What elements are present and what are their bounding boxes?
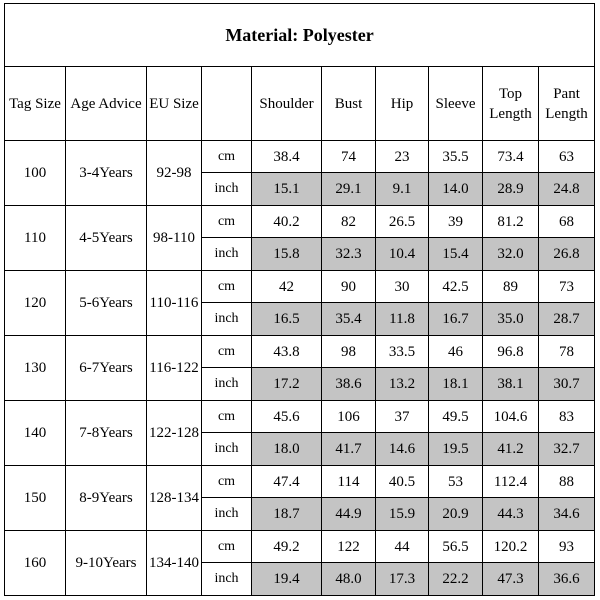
- sleeve-cm-value: 49.5: [429, 401, 483, 433]
- unit-label-cm: cm: [202, 336, 252, 368]
- bust-inch-value: 38.6: [322, 368, 376, 401]
- pant-length-inch-value: 34.6: [539, 498, 595, 531]
- size-140-cm-row: [5, 401, 595, 433]
- eu-size-cell: 92-98: [147, 141, 202, 206]
- age-advice-cell: 5-6Years: [66, 271, 147, 336]
- top-length-inch-value: 28.9: [483, 173, 539, 206]
- age-advice-cell: 7-8Years: [66, 401, 147, 466]
- bust-inch-value: 29.1: [322, 173, 376, 206]
- shoulder-cm-value: 45.6: [252, 401, 322, 433]
- shoulder-inch-value: 15.8: [252, 238, 322, 271]
- sleeve-cm-value: 46: [429, 336, 483, 368]
- hip-cm-value: 30: [376, 271, 429, 303]
- shoulder-inch-value: 19.4: [252, 563, 322, 596]
- sleeve-inch-value: 20.9: [429, 498, 483, 531]
- age-advice-cell: 3-4Years: [66, 141, 147, 206]
- top-length-cm-value: 96.8: [483, 336, 539, 368]
- header-hip: Hip: [376, 67, 429, 141]
- age-advice-cell: 6-7Years: [66, 336, 147, 401]
- size-120-cm-row: [5, 271, 595, 303]
- top-length-inch-value: 47.3: [483, 563, 539, 596]
- tag-size-cell: 140: [5, 401, 66, 466]
- size-160-cm-row: [5, 531, 595, 563]
- size-150-cm-row: [5, 466, 595, 498]
- chart-title: Material: Polyester: [5, 4, 595, 67]
- eu-size-cell: 128-134: [147, 466, 202, 531]
- pant-length-inch-value: 26.8: [539, 238, 595, 271]
- header-eu-size: EU Size: [147, 67, 202, 141]
- sleeve-inch-value: 15.4: [429, 238, 483, 271]
- pant-length-cm-value: 73: [539, 271, 595, 303]
- eu-size-cell: 98-110: [147, 206, 202, 271]
- top-length-inch-value: 41.2: [483, 433, 539, 466]
- shoulder-inch-value: 15.1: [252, 173, 322, 206]
- bust-inch-value: 35.4: [322, 303, 376, 336]
- eu-size-cell: 110-116: [147, 271, 202, 336]
- bust-inch-value: 48.0: [322, 563, 376, 596]
- hip-inch-value: 15.9: [376, 498, 429, 531]
- eu-size-cell: 116-122: [147, 336, 202, 401]
- unit-label-inch: inch: [202, 238, 252, 271]
- bust-inch-value: 44.9: [322, 498, 376, 531]
- top-length-inch-value: 44.3: [483, 498, 539, 531]
- hip-cm-value: 44: [376, 531, 429, 563]
- sleeve-cm-value: 56.5: [429, 531, 483, 563]
- hip-cm-value: 33.5: [376, 336, 429, 368]
- unit-label-cm: cm: [202, 206, 252, 238]
- shoulder-cm-value: 43.8: [252, 336, 322, 368]
- tag-size-cell: 130: [5, 336, 66, 401]
- hip-inch-value: 11.8: [376, 303, 429, 336]
- pant-length-cm-value: 68: [539, 206, 595, 238]
- header-unit: [202, 67, 252, 141]
- sleeve-inch-value: 22.2: [429, 563, 483, 596]
- shoulder-cm-value: 38.4: [252, 141, 322, 173]
- top-length-cm-value: 89: [483, 271, 539, 303]
- hip-inch-value: 9.1: [376, 173, 429, 206]
- sleeve-inch-value: 19.5: [429, 433, 483, 466]
- shoulder-cm-value: 40.2: [252, 206, 322, 238]
- unit-label-cm: cm: [202, 466, 252, 498]
- shoulder-cm-value: 47.4: [252, 466, 322, 498]
- bust-cm-value: 98: [322, 336, 376, 368]
- unit-label-inch: inch: [202, 303, 252, 336]
- sleeve-inch-value: 16.7: [429, 303, 483, 336]
- age-advice-cell: 8-9Years: [66, 466, 147, 531]
- unit-label-inch: inch: [202, 368, 252, 401]
- shoulder-cm-value: 42: [252, 271, 322, 303]
- unit-label-cm: cm: [202, 141, 252, 173]
- hip-inch-value: 13.2: [376, 368, 429, 401]
- bust-cm-value: 82: [322, 206, 376, 238]
- tag-size-cell: 160: [5, 531, 66, 596]
- tag-size-cell: 150: [5, 466, 66, 531]
- hip-inch-value: 17.3: [376, 563, 429, 596]
- bust-cm-value: 114: [322, 466, 376, 498]
- header-top-length: Top Length: [483, 67, 539, 141]
- unit-label-inch: inch: [202, 498, 252, 531]
- header-row: [5, 67, 595, 141]
- size-chart-table: [4, 3, 595, 596]
- tag-size-cell: 120: [5, 271, 66, 336]
- pant-length-cm-value: 78: [539, 336, 595, 368]
- sleeve-inch-value: 14.0: [429, 173, 483, 206]
- sleeve-cm-value: 35.5: [429, 141, 483, 173]
- pant-length-cm-value: 83: [539, 401, 595, 433]
- unit-label-inch: inch: [202, 433, 252, 466]
- header-bust: Bust: [322, 67, 376, 141]
- bust-cm-value: 122: [322, 531, 376, 563]
- unit-label-inch: inch: [202, 173, 252, 206]
- shoulder-inch-value: 16.5: [252, 303, 322, 336]
- eu-size-cell: 122-128: [147, 401, 202, 466]
- shoulder-inch-value: 18.0: [252, 433, 322, 466]
- pant-length-cm-value: 63: [539, 141, 595, 173]
- sleeve-inch-value: 18.1: [429, 368, 483, 401]
- age-advice-cell: 9-10Years: [66, 531, 147, 596]
- pant-length-cm-value: 93: [539, 531, 595, 563]
- hip-cm-value: 37: [376, 401, 429, 433]
- tag-size-cell: 100: [5, 141, 66, 206]
- top-length-cm-value: 73.4: [483, 141, 539, 173]
- bust-cm-value: 90: [322, 271, 376, 303]
- tag-size-cell: 110: [5, 206, 66, 271]
- hip-inch-value: 14.6: [376, 433, 429, 466]
- top-length-cm-value: 112.4: [483, 466, 539, 498]
- sleeve-cm-value: 53: [429, 466, 483, 498]
- hip-cm-value: 26.5: [376, 206, 429, 238]
- bust-inch-value: 32.3: [322, 238, 376, 271]
- pant-length-cm-value: 88: [539, 466, 595, 498]
- bust-inch-value: 41.7: [322, 433, 376, 466]
- shoulder-inch-value: 17.2: [252, 368, 322, 401]
- pant-length-inch-value: 28.7: [539, 303, 595, 336]
- top-length-inch-value: 38.1: [483, 368, 539, 401]
- top-length-inch-value: 32.0: [483, 238, 539, 271]
- header-pant-length: Pant Length: [539, 67, 595, 141]
- title-row: [5, 4, 595, 67]
- unit-label-cm: cm: [202, 271, 252, 303]
- header-tag-size: Tag Size: [5, 67, 66, 141]
- pant-length-inch-value: 36.6: [539, 563, 595, 596]
- unit-label-cm: cm: [202, 531, 252, 563]
- bust-cm-value: 106: [322, 401, 376, 433]
- age-advice-cell: 4-5Years: [66, 206, 147, 271]
- size-100-cm-row: [5, 141, 595, 173]
- header-age-advice: Age Advice: [66, 67, 147, 141]
- shoulder-cm-value: 49.2: [252, 531, 322, 563]
- hip-inch-value: 10.4: [376, 238, 429, 271]
- header-sleeve: Sleeve: [429, 67, 483, 141]
- top-length-cm-value: 81.2: [483, 206, 539, 238]
- header-shoulder: Shoulder: [252, 67, 322, 141]
- pant-length-inch-value: 32.7: [539, 433, 595, 466]
- pant-length-inch-value: 24.8: [539, 173, 595, 206]
- top-length-inch-value: 35.0: [483, 303, 539, 336]
- top-length-cm-value: 104.6: [483, 401, 539, 433]
- size-130-cm-row: [5, 336, 595, 368]
- sleeve-cm-value: 42.5: [429, 271, 483, 303]
- size-110-cm-row: [5, 206, 595, 238]
- eu-size-cell: 134-140: [147, 531, 202, 596]
- hip-cm-value: 23: [376, 141, 429, 173]
- sleeve-cm-value: 39: [429, 206, 483, 238]
- shoulder-inch-value: 18.7: [252, 498, 322, 531]
- top-length-cm-value: 120.2: [483, 531, 539, 563]
- bust-cm-value: 74: [322, 141, 376, 173]
- pant-length-inch-value: 30.7: [539, 368, 595, 401]
- hip-cm-value: 40.5: [376, 466, 429, 498]
- unit-label-cm: cm: [202, 401, 252, 433]
- unit-label-inch: inch: [202, 563, 252, 596]
